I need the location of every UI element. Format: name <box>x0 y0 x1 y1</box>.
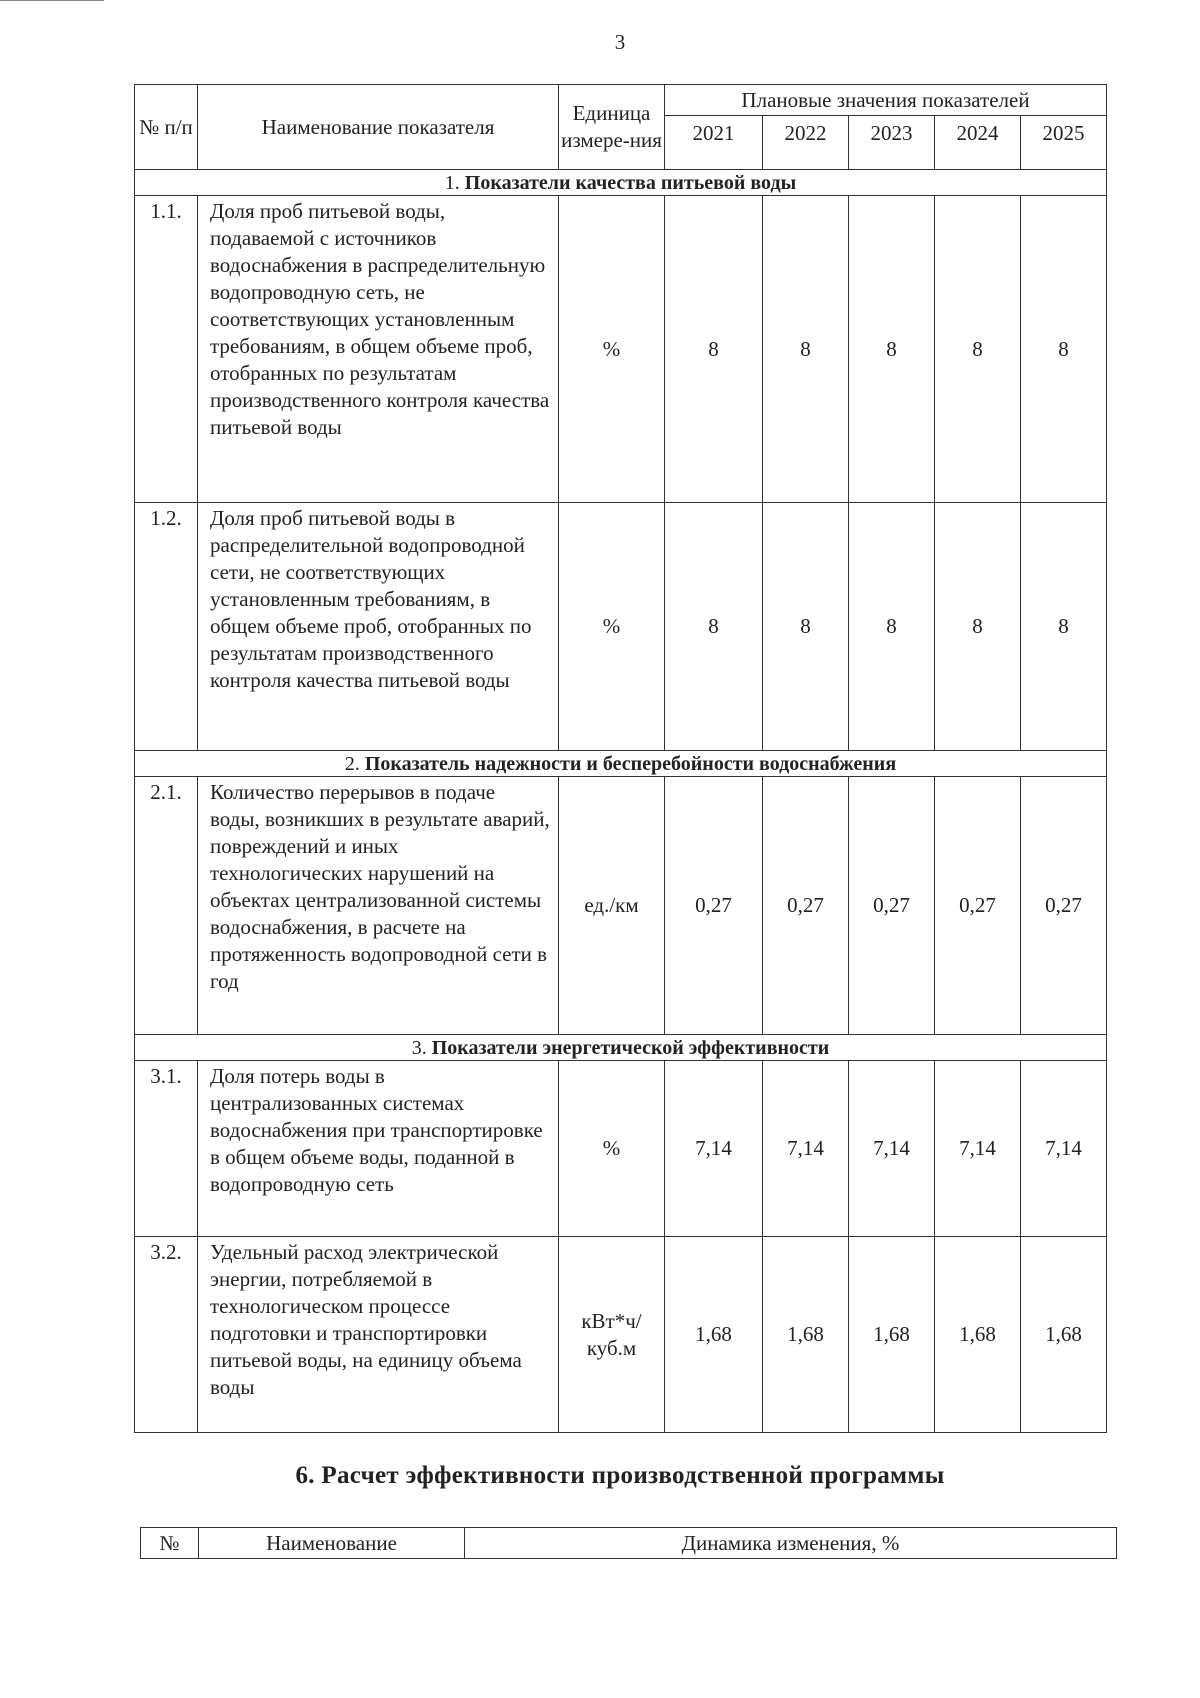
table-row <box>135 1237 1107 1433</box>
row-number: 3.1. <box>135 1061 198 1237</box>
indicator-name: Удельный расход электрической энергии, потребляемой в технологическом процессе подготовки и транспортировки питьевой воды, на единицу объема воды <box>198 1237 559 1433</box>
efficiency-header-name: Наименование <box>199 1528 465 1559</box>
value-2021: 8 <box>665 503 763 751</box>
header-year-2024: 2024 <box>935 116 1021 170</box>
row-number: 1.1. <box>135 196 198 503</box>
header-year-2023: 2023 <box>849 116 935 170</box>
value-2021: 8 <box>665 196 763 503</box>
header-planned-values: Плановые значения показателей <box>665 85 1107 116</box>
header-year-2022: 2022 <box>763 116 849 170</box>
unit-value: кВт*ч/ куб.м <box>581 1308 642 1360</box>
efficiency-header-num: № <box>141 1528 199 1559</box>
table-row <box>135 196 1107 503</box>
indicator-name: Доля проб питьевой воды в распределительной водопроводной сети, не соответствующих установленным требованиям, в общем объеме проб, отобранных по результатам производственного контроля качества питьевой воды <box>198 503 559 751</box>
header-num: № п/п <box>135 85 198 170</box>
unit-cell <box>559 1061 665 1237</box>
section-heading <box>135 1035 1107 1061</box>
section-6-title: 6. Расчет эффективности производственной программы <box>295 1462 945 1489</box>
unit-cell <box>559 1237 665 1433</box>
value-2024: 7,14 <box>935 1061 1021 1237</box>
value-2021: 1,68 <box>665 1237 763 1433</box>
unit-value: % <box>602 336 621 361</box>
row-number: 3.2. <box>135 1237 198 1433</box>
value-2023: 1,68 <box>849 1237 935 1433</box>
value-2022: 1,68 <box>763 1237 849 1433</box>
scan-corner-mark <box>0 0 104 1</box>
header-year-2021: 2021 <box>665 116 763 170</box>
indicator-name: Доля потерь воды в централизованных системах водоснабжения при транспортировке в общем объеме воды, поданной в водопроводную сеть <box>198 1061 559 1237</box>
efficiency-header-dynamics: Динамика изменения, % <box>465 1528 1117 1559</box>
unit-value: % <box>602 614 621 638</box>
section-number: 1. <box>444 171 460 194</box>
section-title: Показатели качества питьевой воды <box>464 171 797 194</box>
header-year-2025: 2025 <box>1021 116 1107 170</box>
indicator-name: Доля проб питьевой воды, подаваемой с источников водоснабжения в распределительную водопроводную сеть, не соответствующих установленным требованиям, в общем объеме проб, отобранных по результатам производственного контроля качества питьевой воды <box>198 196 559 503</box>
value-2025: 8 <box>1021 503 1107 751</box>
section-row <box>135 751 1107 777</box>
page-number: 3 <box>614 30 626 54</box>
table-row <box>135 503 1107 751</box>
value-2024: 8 <box>935 196 1021 503</box>
indicator-name: Количество перерывов в подаче воды, возникших в результате аварий, повреждений и иных технологических нарушений на объектах централизованной системы водоснабжения, в расчете на протяженность водопроводной сети в год <box>198 777 559 1035</box>
value-2023: 8 <box>849 503 935 751</box>
value-2023: 7,14 <box>849 1061 935 1237</box>
row-number: 2.1. <box>135 777 198 1035</box>
section-title: Показатели энергетической эффективности <box>431 1036 830 1059</box>
unit-value: ед./км <box>584 893 639 917</box>
unit-cell <box>559 503 665 751</box>
section-heading <box>135 170 1107 196</box>
section-row <box>135 1035 1107 1061</box>
row-number: 1.2. <box>135 503 198 751</box>
value-2023: 0,27 <box>849 777 935 1035</box>
section-heading <box>135 751 1107 777</box>
value-2022: 7,14 <box>763 1061 849 1237</box>
value-2021: 0,27 <box>665 777 763 1035</box>
value-2024: 1,68 <box>935 1237 1021 1433</box>
value-2022: 8 <box>763 503 849 751</box>
unit-cell <box>559 777 665 1035</box>
indicators-table <box>134 84 1107 1433</box>
value-2023: 8 <box>849 196 935 503</box>
value-2025: 7,14 <box>1021 1061 1107 1237</box>
table-row <box>135 777 1107 1035</box>
header-unit: Единица измере-ния <box>559 85 665 170</box>
value-2025: 1,68 <box>1021 1237 1107 1433</box>
section-row <box>135 170 1107 196</box>
header-indicator-name: Наименование показателя <box>198 85 559 170</box>
value-2021: 7,14 <box>665 1061 763 1237</box>
table-row <box>135 1061 1107 1237</box>
value-2025: 0,27 <box>1021 777 1107 1035</box>
value-2024: 8 <box>935 503 1021 751</box>
value-2022: 8 <box>763 196 849 503</box>
section-number: 2. <box>344 752 360 775</box>
unit-cell <box>559 196 665 503</box>
value-2024: 0,27 <box>935 777 1021 1035</box>
value-2022: 0,27 <box>763 777 849 1035</box>
value-2025: 8 <box>1021 196 1107 503</box>
section-number: 3. <box>411 1036 427 1059</box>
efficiency-table <box>140 1527 1117 1559</box>
unit-value: % <box>602 1136 621 1160</box>
section-title: Показатель надежности и бесперебойности водоснабжения <box>364 752 897 775</box>
